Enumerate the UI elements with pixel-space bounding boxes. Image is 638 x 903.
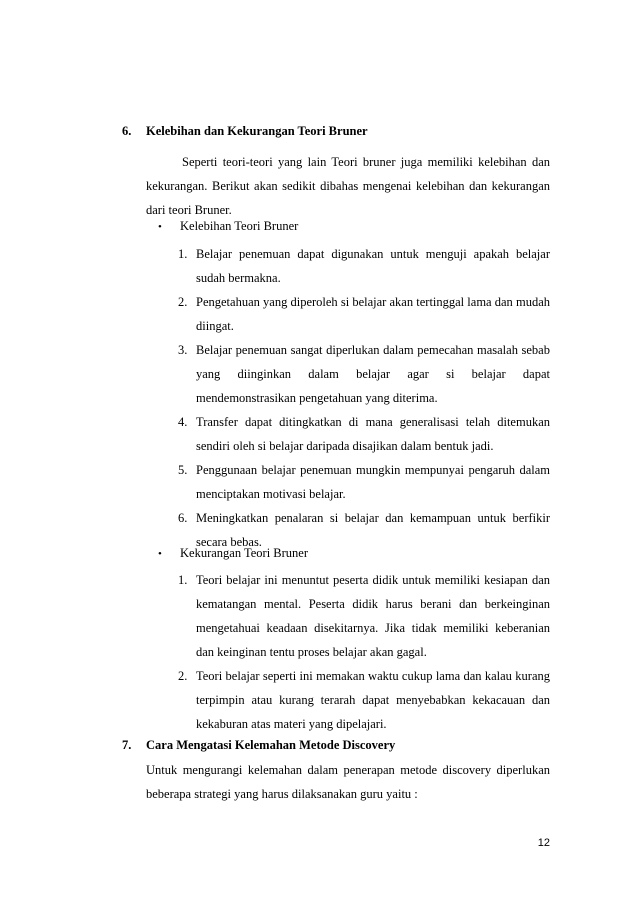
- list-item: [178, 664, 550, 736]
- list-item: [178, 568, 550, 664]
- bullet-icon: •: [158, 221, 162, 233]
- list-item-number: 5.: [178, 463, 188, 477]
- list-item-number: 4.: [178, 415, 188, 429]
- section-6-number: 6.: [122, 124, 132, 138]
- list-item-text: Transfer dapat ditingkatkan di mana generalisasi telah ditemukan sendiri oleh si belajar daripada disajikan dalam bentuk jadi.: [196, 415, 550, 453]
- section-6-intro: [146, 150, 550, 222]
- kelebihan-heading-text: Kelebihan Teori Bruner: [180, 219, 299, 233]
- list-item-text: Teori belajar seperti ini memakan waktu cukup lama dan kalau kurang terpimpin atau kurang terarah dapat menyebabkan kekacauan dan kekaburan atas materi yang dipelajari.: [196, 669, 550, 731]
- section-6-intro-text: Seperti teori-teori yang lain Teori bruner juga memiliki kelebihan dan kekurangan. Berikut akan sedikit dibahas mengenai kelebihan dan kekurangan dari teori Bruner.: [146, 155, 550, 217]
- list-item-number: 1.: [178, 573, 188, 587]
- section-7-heading: [122, 738, 552, 753]
- list-item-text: Belajar penemuan sangat diperlukan dalam pemecahan masalah sebab yang diinginkan dalam belajar agar si belajar dapat mendemonstrasikan pengetahuan yang diterima.: [196, 343, 550, 405]
- list-item-number: 2.: [178, 295, 188, 309]
- kelebihan-heading: [158, 219, 550, 234]
- kekurangan-heading: [158, 546, 550, 561]
- list-item: [178, 242, 550, 290]
- list-item: [178, 338, 550, 410]
- list-item: [178, 290, 550, 338]
- list-item-text: Meningkatkan penalaran si belajar dan kemampuan untuk berfikir secara bebas.: [196, 511, 550, 549]
- list-item-number: 1.: [178, 247, 188, 261]
- list-item-text: Belajar penemuan dapat digunakan untuk menguji apakah belajar sudah bermakna.: [196, 247, 550, 285]
- page-number: 12: [537, 837, 550, 849]
- section-7-number: 7.: [122, 738, 132, 752]
- section-6-title: Kelebihan dan Kekurangan Teori Bruner: [146, 124, 368, 138]
- list-item-number: 2.: [178, 669, 188, 683]
- list-item-number: 6.: [178, 511, 188, 525]
- list-item-text: Penggunaan belajar penemuan mungkin mempunyai pengaruh dalam menciptakan motivasi belajar.: [196, 463, 550, 501]
- bullet-icon: •: [158, 548, 162, 560]
- list-item-text: Teori belajar ini menuntut peserta didik untuk memiliki kesiapan dan kematangan mental. Peserta didik harus berani dan berkeinginan mengetahuai keadaan disekitarnya. Jika tidak memiliki keberanian dan keinginan tentu proses belajar akan gagal.: [196, 573, 550, 659]
- list-item: [178, 410, 550, 458]
- list-item: [178, 458, 550, 506]
- kelebihan-list: [178, 242, 550, 554]
- list-item-number: 3.: [178, 343, 188, 357]
- section-7-title: Cara Mengatasi Kelemahan Metode Discovery: [146, 738, 396, 752]
- kekurangan-list: [178, 568, 550, 736]
- list-item-text: Pengetahuan yang diperoleh si belajar akan tertinggal lama dan mudah diingat.: [196, 295, 550, 333]
- section-6-heading: [122, 124, 552, 139]
- kekurangan-heading-text: Kekurangan Teori Bruner: [180, 546, 309, 560]
- section-7-body: Untuk mengurangi kelemahan dalam penerapan metode discovery diperlukan beberapa strategi yang harus dilaksanakan guru yaitu :: [146, 763, 550, 801]
